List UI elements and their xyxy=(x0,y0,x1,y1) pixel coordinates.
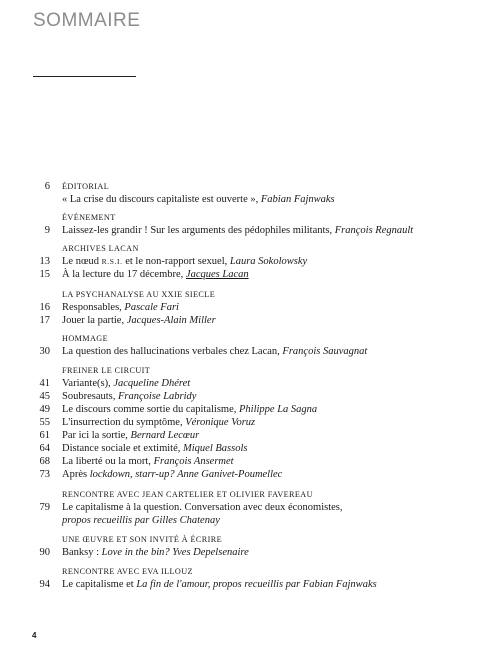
entry-page: 6 xyxy=(44,181,50,192)
toc-section xyxy=(0,244,485,256)
entry-title: Le nœud R.S.I. et le non-rapport sexuel, Laura Sokolowsky xyxy=(62,256,308,267)
entry-page: 55 xyxy=(39,417,50,428)
section-label: ARCHIVES LACAN xyxy=(62,244,139,253)
section-label: FREINER LE CIRCUIT xyxy=(62,366,151,375)
toc-section xyxy=(0,290,485,302)
entry-title: Banksy : Love in the bin? Yves Depelsenaire xyxy=(62,547,249,558)
entry-author: Véronique Voruz xyxy=(185,417,256,428)
toc-entry[interactable] xyxy=(0,417,485,429)
entry-author: Philippe La Sagna xyxy=(239,404,318,415)
entry-page: 30 xyxy=(39,346,50,357)
entry-page: 68 xyxy=(39,456,50,467)
toc-entry[interactable] xyxy=(0,502,485,514)
entry-author: Françoise Labridy xyxy=(118,391,197,402)
toc-entry[interactable] xyxy=(0,225,485,237)
entry-title: Le capitalisme à la question. Conversation avec deux économistes, xyxy=(62,502,343,513)
toc-entry[interactable] xyxy=(0,391,485,403)
toc-entry[interactable] xyxy=(0,256,485,268)
entry-page: 16 xyxy=(39,302,50,313)
entry-title: Soubresauts, Françoise Labridy xyxy=(62,391,197,402)
entry-page: 90 xyxy=(39,547,50,558)
page-title: SOMMAIRE xyxy=(33,10,141,31)
toc-entry[interactable] xyxy=(0,269,485,281)
entry-page: 41 xyxy=(39,378,50,389)
toc-entry[interactable] xyxy=(0,579,485,591)
toc-entry[interactable] xyxy=(0,378,485,390)
entry-author: Fabian Fajnwaks xyxy=(260,194,335,205)
title-rule xyxy=(33,76,136,77)
entry-page: 94 xyxy=(39,579,50,590)
entry-author: François Regnault xyxy=(334,225,414,236)
entry-page: 17 xyxy=(39,315,50,326)
toc-entry[interactable] xyxy=(0,469,485,481)
toc-section xyxy=(0,334,485,346)
entry-title: La liberté ou la mort, François Ansermet xyxy=(62,456,234,467)
entry-author: Jacques-Alain Miller xyxy=(126,315,216,326)
entry-page: 13 xyxy=(39,256,50,267)
toc-entry[interactable] xyxy=(0,443,485,455)
entry-author: François Sauvagnat xyxy=(282,346,368,357)
section-label: UNE ŒUVRE ET SON INVITÉ À ÉCRIRE xyxy=(62,535,223,544)
toc-entry[interactable] xyxy=(0,456,485,468)
toc-entry[interactable] xyxy=(0,302,485,314)
entry-title: Le discours comme sortie du capitalisme, Philippe La Sagna xyxy=(62,404,318,415)
entry-page: 61 xyxy=(39,430,50,441)
entry-title: « La crise du discours capitaliste est ouverte », Fabian Fajnwaks xyxy=(62,194,335,205)
toc-entry[interactable] xyxy=(0,547,485,559)
entry-page: 49 xyxy=(39,404,50,415)
entry-page: 79 xyxy=(39,502,50,513)
entry-title: Distance sociale et extimité, Miquel Bassols xyxy=(62,443,248,454)
toc-section xyxy=(0,567,485,579)
entry-author: Pascale Fari xyxy=(124,302,179,313)
entry-title: Jouer la partie, Jacques-Alain Miller xyxy=(62,315,216,326)
entry-author: Laura Sokolowsky xyxy=(229,256,308,267)
toc-entry[interactable] xyxy=(0,194,485,206)
entry-title: Par ici la sortie, Bernard Lecœur xyxy=(62,430,200,441)
entry-author: Yves Depelsenaire xyxy=(172,547,249,558)
toc-entry-continued[interactable] xyxy=(0,515,485,527)
section-label: LA PSYCHANALYSE AU XXIE SIECLE xyxy=(62,290,216,299)
toc-entry[interactable] xyxy=(0,346,485,358)
entry-author: propos recueillis par Gilles Chatenay xyxy=(62,515,220,526)
entry-author: Anne Ganivet-Poumellec xyxy=(177,469,283,480)
toc-entry[interactable] xyxy=(0,181,485,193)
section-label: ÉDITORIAL xyxy=(62,182,110,191)
toc-section xyxy=(0,213,485,225)
entry-title: Variante(s), Jacqueline Dhéret xyxy=(62,378,191,389)
entry-title: Après lockdown, starr-up? Anne Ganivet-Poumellec xyxy=(62,469,283,480)
section-label: RENCONTRE AVEC EVA ILLOUZ xyxy=(62,567,193,576)
section-label: RENCONTRE AVEC JEAN CARTELIER ET OLIVIER FAVEREAU xyxy=(62,490,313,499)
entry-title: L'insurrection du symptôme, Véronique Voruz xyxy=(62,417,256,428)
entry-title: À la lecture du 17 décembre, Jacques Lacan xyxy=(62,269,249,280)
entry-author: Miquel Bassols xyxy=(183,443,248,454)
toc-entry[interactable] xyxy=(0,315,485,327)
entry-title: Laissez-les grandir ! Sur les arguments des pédophiles militants, François Regnault xyxy=(62,225,414,236)
entry-author: François Ansermet xyxy=(153,456,234,467)
toc-section xyxy=(0,490,485,502)
entry-page: 9 xyxy=(44,225,50,236)
toc-entry[interactable] xyxy=(0,404,485,416)
toc-entry[interactable] xyxy=(0,430,485,442)
section-label: ÉVÉNEMENT xyxy=(62,213,116,222)
entry-title: Le capitalisme et La fin de l'amour, propos recueillis par Fabian Fajnwaks xyxy=(62,579,377,590)
entry-title: La question des hallucinations verbales chez Lacan, François Sauvagnat xyxy=(62,346,368,357)
toc-section xyxy=(0,535,485,547)
entry-title: Responsables, Pascale Fari xyxy=(62,302,179,313)
entry-page: 64 xyxy=(39,443,50,454)
entry-author: Bernard Lecœur xyxy=(130,430,200,441)
entry-page: 45 xyxy=(39,391,50,402)
entry-page: 15 xyxy=(39,269,50,280)
entry-page: 73 xyxy=(39,469,50,480)
toc-section xyxy=(0,366,485,378)
entry-author: Jacques Lacan xyxy=(185,269,249,280)
section-label: HOMMAGE xyxy=(62,334,109,343)
page-number: 4 xyxy=(32,631,37,640)
entry-author: Jacqueline Dhéret xyxy=(113,378,191,389)
